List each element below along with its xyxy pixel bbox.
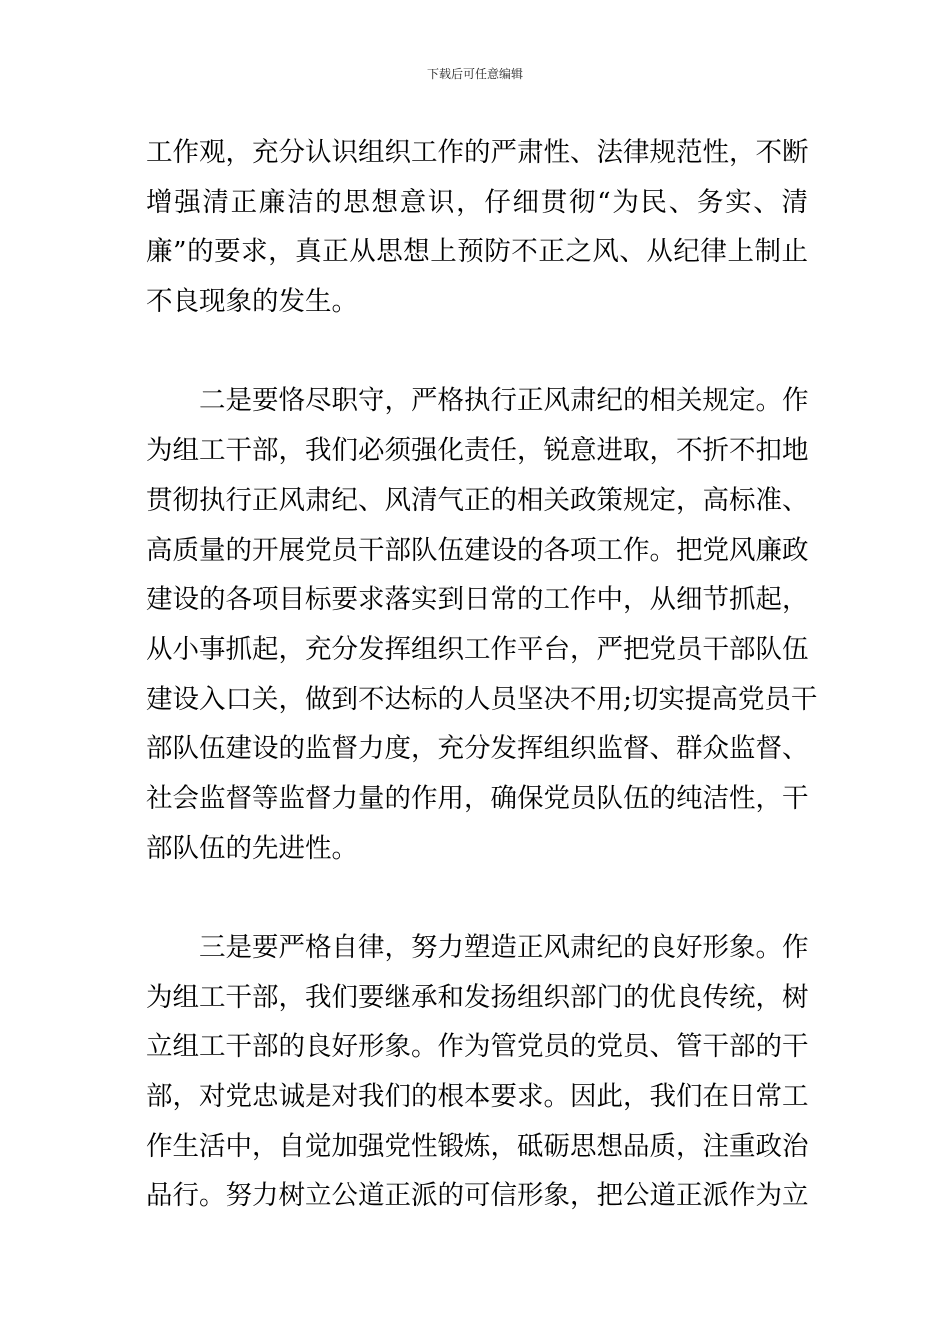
text-line: 高质量的开展党员干部队伍建设的各项工作。把党风廉政 <box>146 534 809 566</box>
text-line: 部，对党忠诚是对我们的根本要求。因此，我们在日常工 <box>146 1081 809 1113</box>
text-line: 工作观，充分认识组织工作的严肃性、法律规范性，不断 <box>146 137 809 168</box>
paragraph-2 <box>146 376 818 873</box>
paragraph-gap <box>146 873 808 923</box>
paragraph-gap <box>146 327 808 377</box>
text-line: 建设入口关，做到不达标的人员坚决不用;切实提高党员干 <box>146 683 818 715</box>
text-line: 三是要严格自律，努力塑造正风肃纪的良好形象。作 <box>199 932 809 963</box>
text-line: 为组工干部，我们必须强化责任，锐意进取，不折不扣地 <box>146 435 809 467</box>
text-line: 不良现象的发生。 <box>146 286 358 318</box>
text-line: 建设的各项目标要求落实到日常的工作中，从细节抓起， <box>146 584 809 616</box>
page-header: 下载后可任意编辑 <box>426 67 523 81</box>
paragraph-3 <box>146 923 808 1221</box>
text-line: 社会监督等监督力量的作用，确保党员队伍的纯洁性，干 <box>146 782 809 814</box>
text-line: 贯彻执行正风肃纪、风清气正的相关政策规定，高标准、 <box>146 484 809 516</box>
paragraph-1 <box>146 128 808 327</box>
document-body <box>146 128 818 1221</box>
text-line: 品行。努力树立公道正派的可信形象，把公道正派作为立 <box>146 1180 809 1212</box>
text-line: 立组工干部的良好形象。作为管党员的党员、管干部的干 <box>146 1031 809 1063</box>
text-line: 二是要恪尽职守，严格执行正风肃纪的相关规定。作 <box>199 385 809 417</box>
text-line: 部队伍建设的监督力度，充分发挥组织监督、群众监督、 <box>146 733 809 765</box>
text-line: 部队伍的先进性。 <box>146 832 358 864</box>
text-line: 增强清正廉洁的思想意识，仔细贯彻“为民、务实、清 <box>146 186 808 218</box>
text-line: 从小事抓起，充分发挥组织工作平台，严把党员干部队伍 <box>146 633 809 665</box>
text-line: 作生活中，自觉加强党性锻炼，砥砺思想品质，注重政治 <box>146 1130 809 1162</box>
text-line: 廉”的要求，真正从思想上预防不正之风、从纪律上制止 <box>146 236 808 268</box>
text-line: 为组工干部，我们要继承和发扬组织部门的优良传统，树 <box>146 981 809 1013</box>
